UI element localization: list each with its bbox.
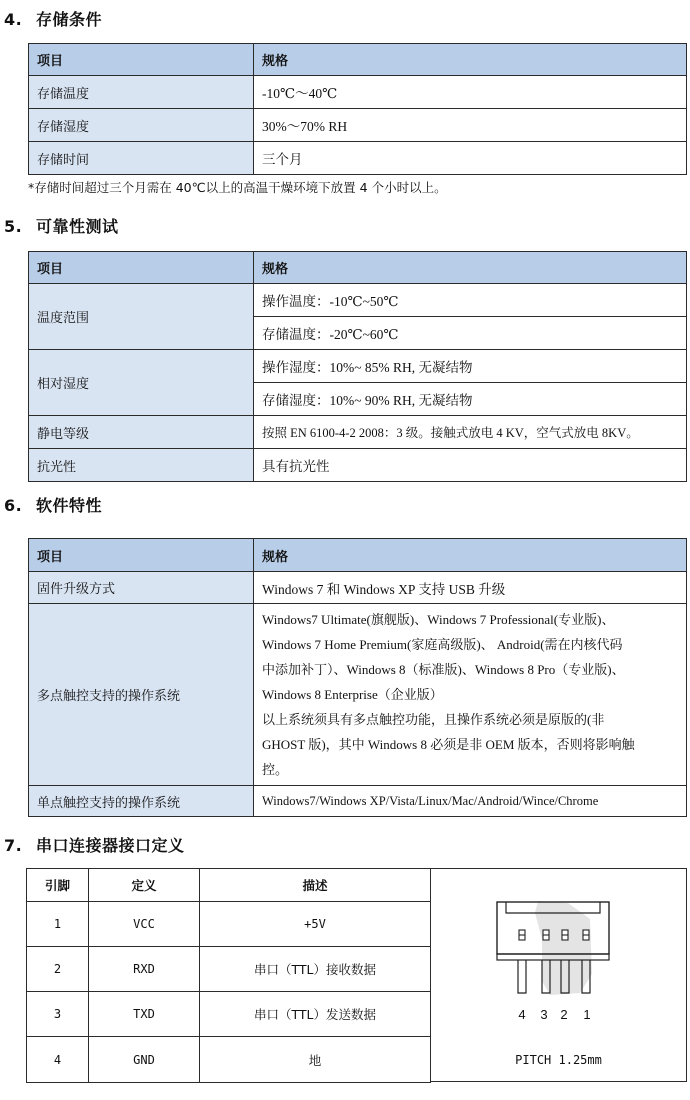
pin-description: +5V — [200, 902, 431, 947]
section-title: 串口连接器接口定义 — [36, 836, 185, 855]
row-value: 操作湿度：10%~ 85% RH, 无凝结物 — [254, 350, 687, 383]
pin-description: 地 — [200, 1037, 431, 1083]
row-label: 抗光性 — [29, 449, 254, 482]
reliability-test-table — [28, 251, 687, 482]
pin-definition: TXD — [89, 992, 200, 1037]
pitch-label: PITCH 1.25mm — [515, 1053, 602, 1067]
section-number: 6. — [4, 496, 23, 515]
text-line: Windows7 Ultimate(旗舰版)、Windows 7 Professional(专业版)、 — [262, 612, 615, 627]
row-label: 存储温度 — [29, 76, 254, 109]
header-item: 项目 — [29, 252, 254, 284]
table-row — [29, 76, 687, 109]
text-line: Windows 7 Home Premium(家庭高级版)、 Android(需在内核代码 — [262, 637, 623, 652]
text-line: 中添加补丁）、Windows 8（标准版)、Windows 8 Pro（专业版)、 — [262, 662, 625, 677]
storage-conditions-table — [28, 43, 687, 175]
table-row — [29, 786, 687, 817]
table-row — [27, 1037, 431, 1083]
table-row — [27, 902, 431, 947]
row-label: 存储湿度 — [29, 109, 254, 142]
row-value: 存储温度：-20℃~60℃ — [254, 317, 687, 350]
table-row — [29, 284, 687, 317]
software-features-table — [28, 538, 687, 817]
row-value: 存储湿度：10%~ 90% RH, 无凝结物 — [254, 383, 687, 416]
section-7-heading — [4, 833, 185, 856]
table-row — [27, 947, 431, 992]
header-spec: 规格 — [254, 44, 687, 76]
pin-labels — [518, 1007, 590, 1022]
header-description: 描述 — [200, 869, 431, 902]
header-definition: 定义 — [89, 869, 200, 902]
section-5-heading — [4, 214, 119, 237]
storage-note: *存储时间超过三个月需在 40℃以上的高温干燥环境下放置 4 个小时以上。 — [28, 180, 447, 195]
row-value: 30%～70% RH — [254, 109, 687, 142]
pin-number: 2 — [27, 947, 89, 992]
row-label: 温度范围 — [29, 284, 254, 350]
header-spec: 规格 — [254, 539, 687, 572]
section-title: 存储条件 — [36, 10, 103, 29]
row-label: 存储时间 — [29, 142, 254, 175]
connector-drawing — [430, 869, 687, 1049]
pin-definition: GND — [89, 1037, 200, 1083]
section-title: 软件特性 — [36, 496, 103, 515]
row-value: Windows7/Windows XP/Vista/Linux/Mac/Android/Wince/Chrome — [254, 786, 687, 817]
header-item: 项目 — [29, 44, 254, 76]
pin-number: 1 — [27, 902, 89, 947]
row-value: 操作温度：-10℃~50℃ — [254, 284, 687, 317]
table-row — [29, 604, 687, 786]
pin-number: 3 — [27, 992, 89, 1037]
section-title: 可靠性测试 — [36, 217, 119, 236]
table-row — [29, 109, 687, 142]
table-header-row — [27, 869, 431, 902]
table-row — [27, 992, 431, 1037]
text-line: 控。 — [262, 762, 289, 777]
row-label: 多点触控支持的操作系统 — [29, 604, 254, 786]
section-number: 4. — [4, 10, 23, 29]
table-row — [29, 449, 687, 482]
table-row — [29, 572, 687, 604]
table-header-row — [29, 252, 687, 284]
pin-label: 3 — [540, 1007, 548, 1022]
watermark-shape — [535, 901, 592, 995]
table-header-row — [29, 539, 687, 572]
pin-description: 串口（TTL）发送数据 — [200, 992, 431, 1037]
header-pin: 引脚 — [27, 869, 89, 902]
row-value: 按照 EN 6100-4-2 2008：3 级。接触式放电 4 KV，空气式放电 8KV。 — [254, 416, 687, 449]
pin-number: 4 — [27, 1037, 89, 1083]
pin-label: 2 — [560, 1007, 568, 1022]
pin-label: 4 — [518, 1007, 526, 1022]
row-label: 固件升级方式 — [29, 572, 254, 604]
section-number: 7. — [4, 836, 23, 855]
connector-diagram — [430, 868, 687, 1082]
text-line: 以上系统须具有多点触控功能，且操作系统必须是原版的(非 — [262, 712, 605, 727]
header-item: 项目 — [29, 539, 254, 572]
row-value: 三个月 — [254, 142, 687, 175]
table-header-row — [29, 44, 687, 76]
row-label: 静电等级 — [29, 416, 254, 449]
pin-definition: RXD — [89, 947, 200, 992]
section-6-heading — [4, 493, 102, 516]
header-spec: 规格 — [254, 252, 687, 284]
text-line: Windows 8 Enterprise（企业版） — [262, 687, 443, 702]
row-value: -10℃～40℃ — [254, 76, 687, 109]
section-number: 5. — [4, 217, 23, 236]
row-value: Windows 7 和 Windows XP 支持 USB 升级 — [254, 572, 687, 604]
row-value — [254, 604, 687, 786]
pin-label: 1 — [583, 1007, 591, 1022]
table-row — [29, 416, 687, 449]
text-line: GHOST 版)，其中 Windows 8 必须是非 OEM 版本，否则将影响触 — [262, 737, 635, 752]
table-row — [29, 142, 687, 175]
row-value: 具有抗光性 — [254, 449, 687, 482]
section-4-heading — [4, 7, 102, 30]
row-label: 相对湿度 — [29, 350, 254, 416]
pin-description: 串口（TTL）接收数据 — [200, 947, 431, 992]
pin-definition-table — [26, 868, 431, 1083]
pin-definition: VCC — [89, 902, 200, 947]
row-label: 单点触控支持的操作系统 — [29, 786, 254, 817]
table-row — [29, 350, 687, 383]
